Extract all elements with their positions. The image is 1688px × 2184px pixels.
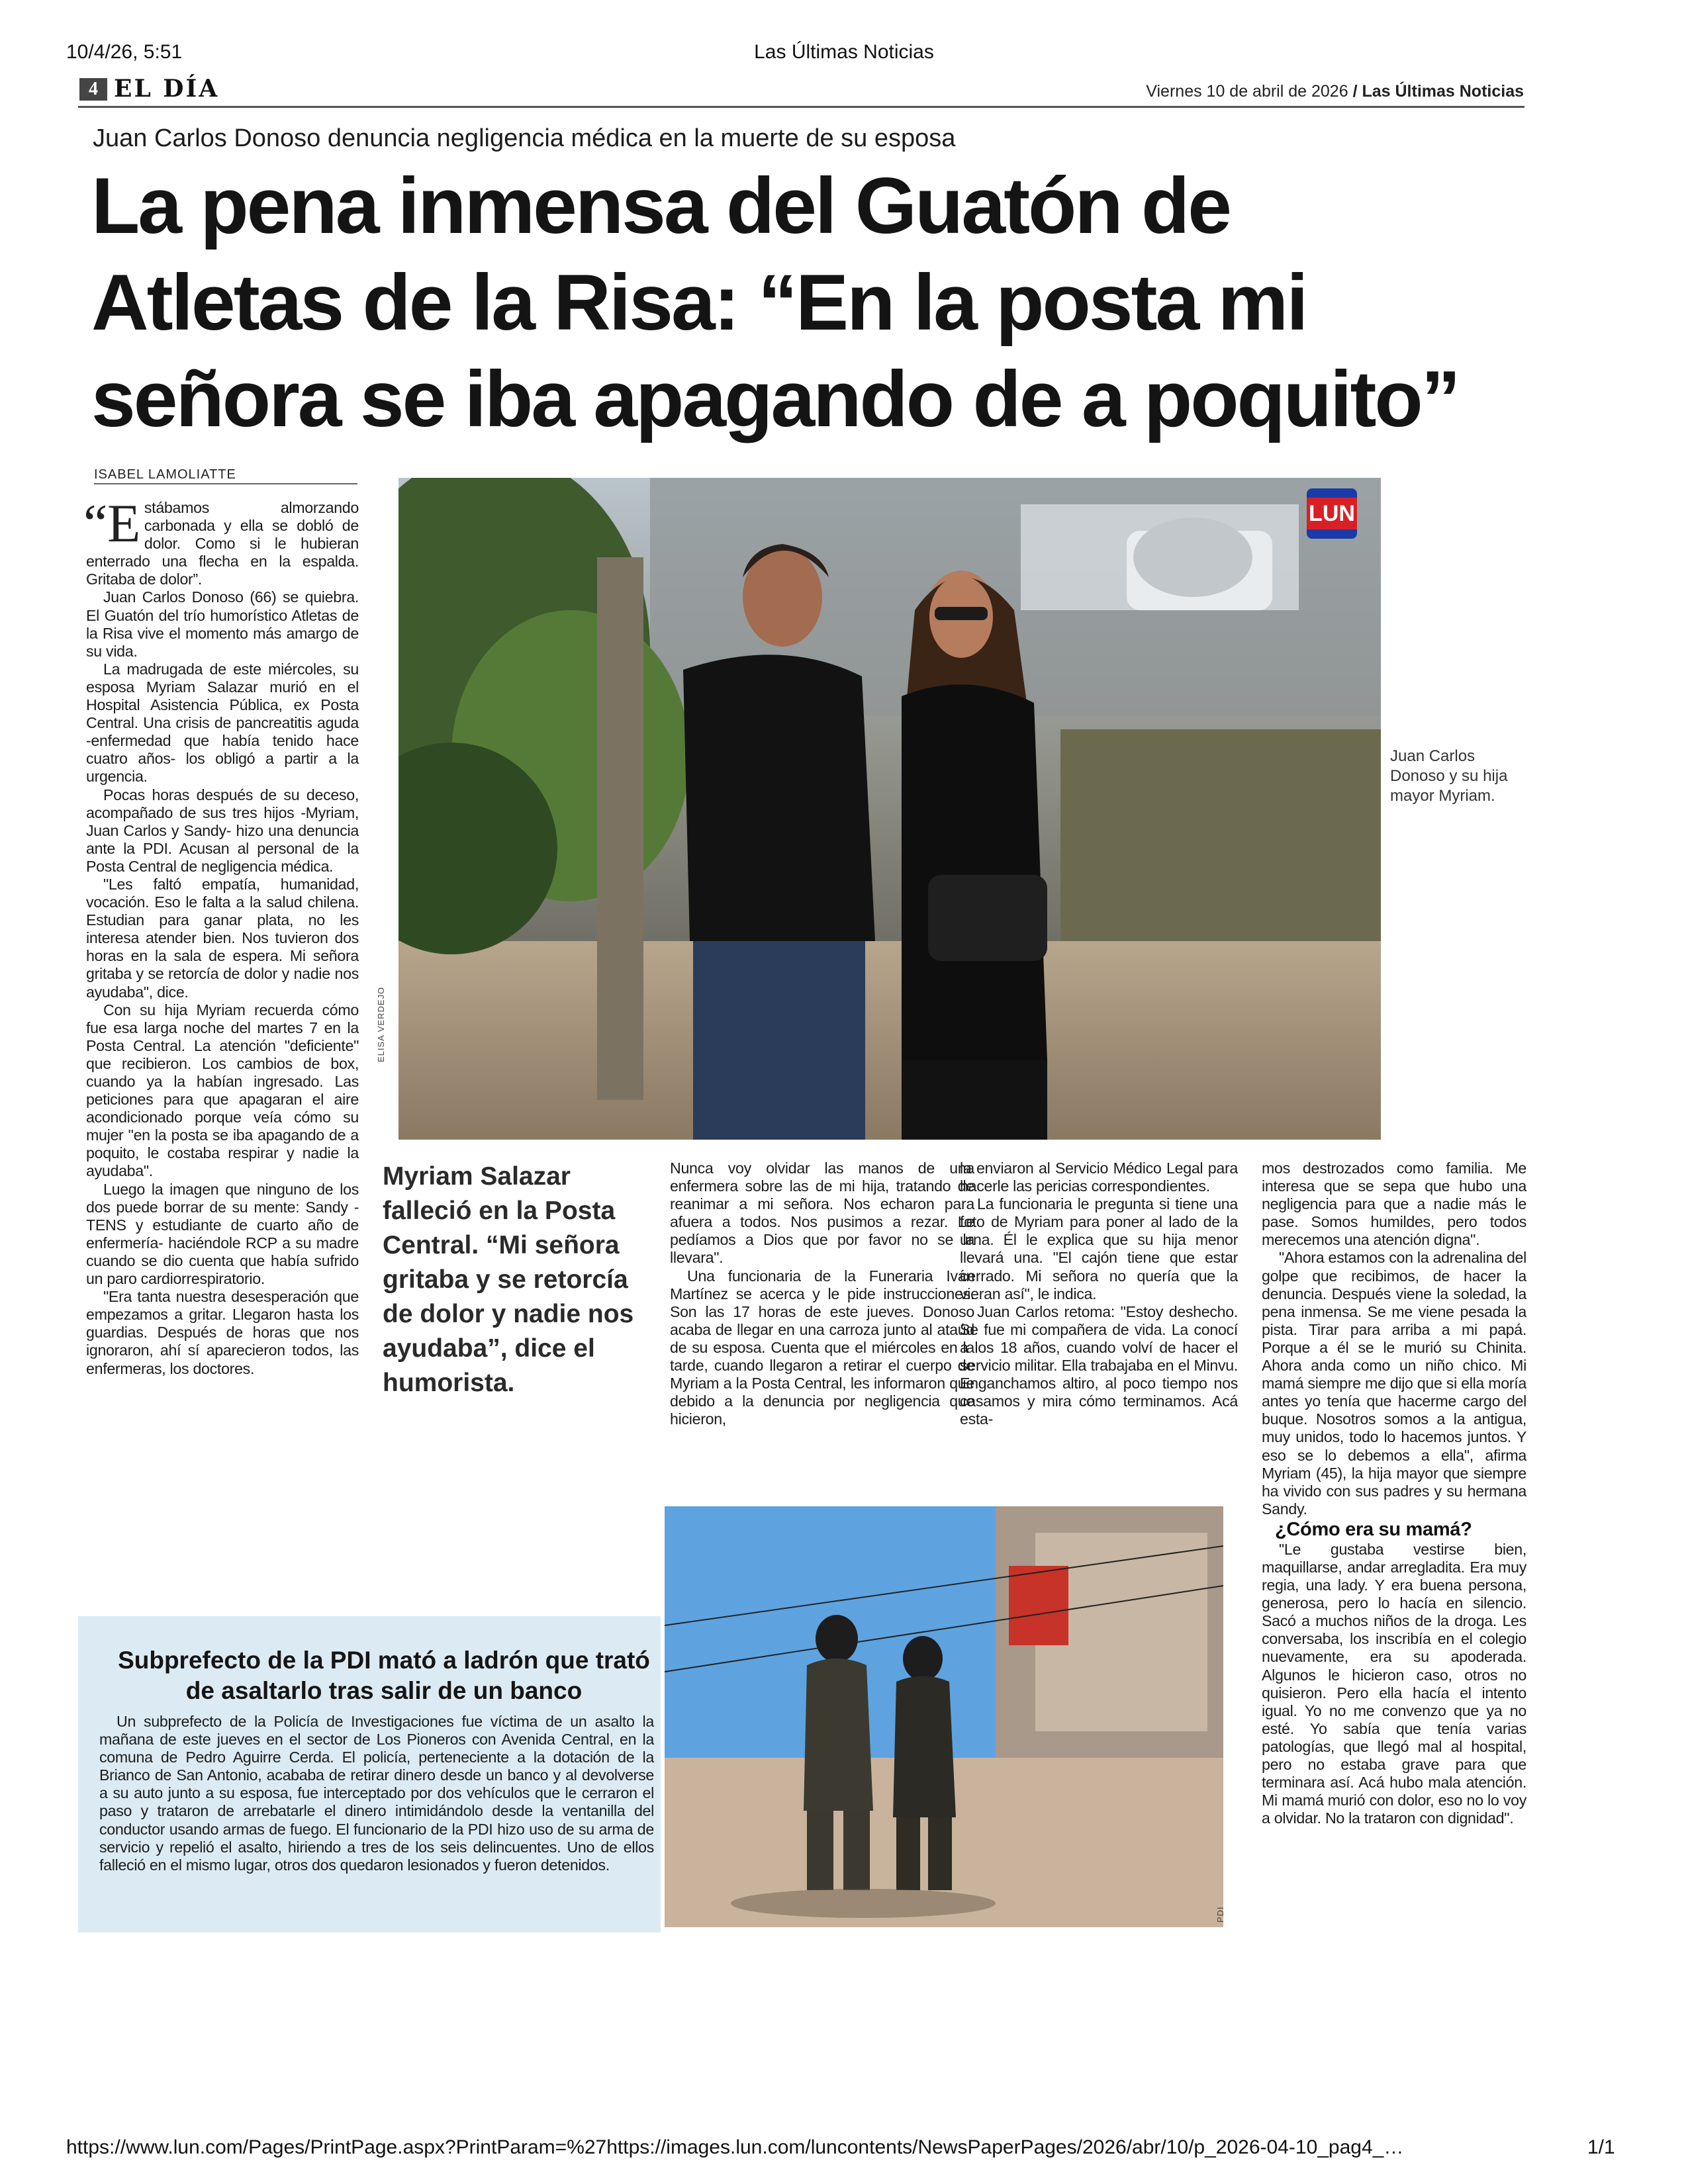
article-kicker: Juan Carlos Donoso denuncia negligencia médica en la muerte de su esposa: [93, 124, 956, 152]
article-author: ISABEL LAMOLIATTE: [94, 467, 236, 482]
drop-cap: “E: [83, 493, 140, 553]
article-column-3: [670, 1160, 974, 1497]
article-paragraph: La funcionaria le pregunta si tiene una foto de Myriam para poner al lado de la urna. Él le explica que su hija menor llevará una. "El cajón tiene que estar cerrado. Mi señora no quería que la vieran así", le indica.: [960, 1195, 1238, 1302]
main-photo: [399, 478, 1381, 1140]
main-photo-credit: ELISA VERDEJO: [376, 986, 386, 1062]
article-paragraph: "Le gustaba vestirse bien, maquillarse, andar arregladita. Era muy regia, una lady. Y era buena persona, generosa, pero lo hacía en silencio. Sacó a muchos niños de la droga. Les conversaba, los inscribía en el colegio nuevamente, era su apoderada. Algunos le hicieron caso, otros no quisieron. Pero ella hacía el intento igual. Yo no me convenzo que ya no esté. Yo sabía que tenía varias patologías, que llegó mal al hospital, pero no estaba grave para que terminara así. Acá hubo mala atención. Mi mamá murió con dolor, eso no lo voy a olvidar. No la trataron con dignidad".: [1262, 1540, 1526, 1827]
article-paragraph: Luego la imagen que ninguno de los dos puede borrar de su mente: Sandy -TENS y estudiante de cuarto año de enfermería- haciéndole RCP a su madre cuando se dio cuenta que había sufrido un paro cardiorrespiratorio.: [86, 1180, 359, 1288]
article-paragraph: Nunca voy olvidar las manos de una enfermera sobre las de mi hija, tratando de reanimar a mi señora. Nos echaron para afuera a todos. Nos pusimos a rezar. Le pedíamos a Dios que por favor no se la llevara".: [670, 1160, 974, 1267]
top-rule: [78, 106, 1524, 108]
article-headline: [91, 158, 1548, 447]
print-page-count: 1/1: [1587, 2136, 1615, 2158]
article-paragraph: Juan Carlos Donoso (66) se quiebra. El Guatón del trío humorístico Atletas de la Risa vive el momento más amargo de su vida.: [86, 588, 359, 660]
pdi-photo: [665, 1506, 1223, 1927]
photo-caption: Juan Carlos Donoso y su hija mayor Myriam.: [1390, 747, 1508, 805]
article-paragraph: "Les faltó empatía, humanidad, vocación. Eso le falta a la salud chilena. Estudian para ganar plata, no les interesa atender bien. Nos tuvieron dos horas en la sala de espera. Mi señora gritaba y se retorcía de dolor y nadie nos ayudaba", dice.: [86, 875, 359, 1001]
author-rule: [94, 483, 357, 484]
print-url: https://www.lun.com/Pages/PrintPage.aspx?PrintParam=%27https://images.lun.com/luncontents/NewsPaperPages/2026/abr/10/p_2026-04-10_pag4_…: [66, 2136, 1404, 2158]
section-name: EL DÍA: [114, 75, 220, 103]
headline-line-3: señora se iba apagando de a poquito”: [91, 355, 1459, 443]
headline-line-1: La pena inmensa del Guatón de: [91, 161, 1231, 250]
issue-date: Viernes 10 de abril de 2026: [1146, 82, 1348, 101]
article-subhead: ¿Cómo era su mamá?: [1275, 1518, 1472, 1540]
sidebar-story-body: Un subprefecto de la Policía de Investigaciones fue víctima de un asalto la mañana de este jueves en el sector de Los Pioneros con Avenida Central, en la comuna de Pedro Aguirre Cerda. El policía, perteneciente a la dotación de la Brianco de San Antonio, acababa de retirar dinero desde un banco y al devolverse a su auto junto a su esposa, fue interceptado por dos vehículos que le cerraron el paso y trataron de arrebatarle el dinero intimidándolo desde la ventanilla del conductor usando armas de fuego. El funcionario de la PDI hizo uso de su arma de servicio y repelió el asalto, hiriendo a tres de los seis delincuentes. Uno de ellos falleció en el mismo lugar, otros dos quedaron lesionados y fueron detenidos.: [99, 1713, 654, 1874]
article-paragraph: la enviaron al Servicio Médico Legal para hacerle las pericias correspondientes.: [960, 1160, 1238, 1195]
page-dateline: [1146, 82, 1524, 101]
article-paragraph: [83, 493, 359, 588]
article-paragraph: "Ahora estamos con la adrenalina del golpe que recibimos, de hacer la denuncia. Después viene la soledad, la pena inmensa. Se me viene pesada la pista. Tirar para arriba a mi papá. Porque a él se le murió su Chinita. Ahora anda como un niño chico. Mi mamá siempre me dijo que si ella moría antes yo tenía que hacerme cargo del buque. Nosotros somos a la antigua, muy unidos, todo lo hacemos juntos. Y eso se lo debemos a ella", afirma Myriam (45), la hija mayor que siempre ha vivido con sus padres y su hermana Sandy.: [1262, 1249, 1526, 1518]
article-paragraph: Juan Carlos retoma: "Estoy deshecho. Se fue mi compañera de vida. La conocí a los 18 años, cuando volví de hacer el servicio militar. Ella trabajaba en el Minvu. Enganchamos altiro, al poco tiempo nos casamos y mira cómo terminamos. Acá esta-: [960, 1302, 1238, 1428]
lead-text: stábamos almorzando carbonada y ella se dobló de dolor. Como si le hubieran enterrado una flecha en la espalda. Gritaba de dolor”.: [86, 499, 359, 588]
article-paragraph: "Era tanta nuestra desesperación que empezamos a gritar. Llegaron hasta los guardias. Después de horas que nos ignoraron, ahí sí aparecieron todos, las enfermeras, los doctores.: [86, 1288, 359, 1377]
page-number: 4: [79, 78, 107, 101]
pull-quote: Myriam Salazar falleció en la Posta Central. “Mi señora gritaba y se retorcía de dolor y nadie nos ayudaba”, dice el humorista.: [383, 1162, 634, 1397]
newspaper-name: Las Últimas Noticias: [1362, 82, 1524, 101]
sidebar-story-title: Subprefecto de la PDI mató a ladrón que trató de asaltarlo tras salir de un banco: [118, 1647, 650, 1704]
lun-logo: [1307, 488, 1357, 539]
print-datetime: 10/4/26, 5:51: [66, 41, 183, 63]
article-column-4: [960, 1160, 1238, 1497]
article-column-5: [1262, 1160, 1526, 1954]
article-paragraph: Una funcionaria de la Funeraria Iván Martínez se acerca y le pide instrucciones. Son las 17 horas de este jueves. Donoso acaba de llegar en una carroza junto al ataúd de su esposa. Cuenta que el miércoles en la tarde, cuando llegaron a retirar el cuerpo de Myriam a la Posta Central, les informaron que debido a la denuncia por negligencia que hicieron,: [670, 1267, 974, 1428]
dateline-separator: /: [1352, 82, 1358, 101]
article-paragraph: Pocas horas después de su deceso, acompañado de sus tres hijos -Myriam, Juan Carlos y Sandy- hizo una denuncia ante la PDI. Acusan al personal de la Posta Central de negligencia médica.: [86, 786, 359, 875]
article-paragraph: Con su hija Myriam recuerda cómo fue esa larga noche del martes 7 en la Posta Central. La atención "deficiente" que recibieron. Los cambios de box, cuando ya la habían ingresado. Las peticiones para que apagaran el aire acondicionado porque veía cómo su mujer "en la posta se iba apagando de a poquito, le costaba respirar y nadie la ayudaba".: [86, 1001, 359, 1180]
pdi-photo-credit: PDI: [1215, 1906, 1225, 1923]
article-paragraph: La madrugada de este miércoles, su esposa Myriam Salazar murió en el Hospital Asistencia Pública, ex Posta Central. Una crisis de pancreatitis aguda -enfermedad que había tenido hace cuatro años- los obligó a partir a la urgencia.: [86, 660, 359, 786]
article-column-1: [83, 493, 359, 1538]
lun-logo-text: LUN: [1307, 498, 1357, 529]
headline-line-2: Atletas de la Risa: “En la posta mi: [91, 258, 1307, 347]
print-page-title: Las Últimas Noticias: [754, 41, 934, 63]
article-paragraph: mos destrozados como familia. Me interesa que se sepa que hubo una negligencia para que a nadie más le pase. Somos humildes, pero todos merecemos una atención digna".: [1262, 1160, 1526, 1249]
